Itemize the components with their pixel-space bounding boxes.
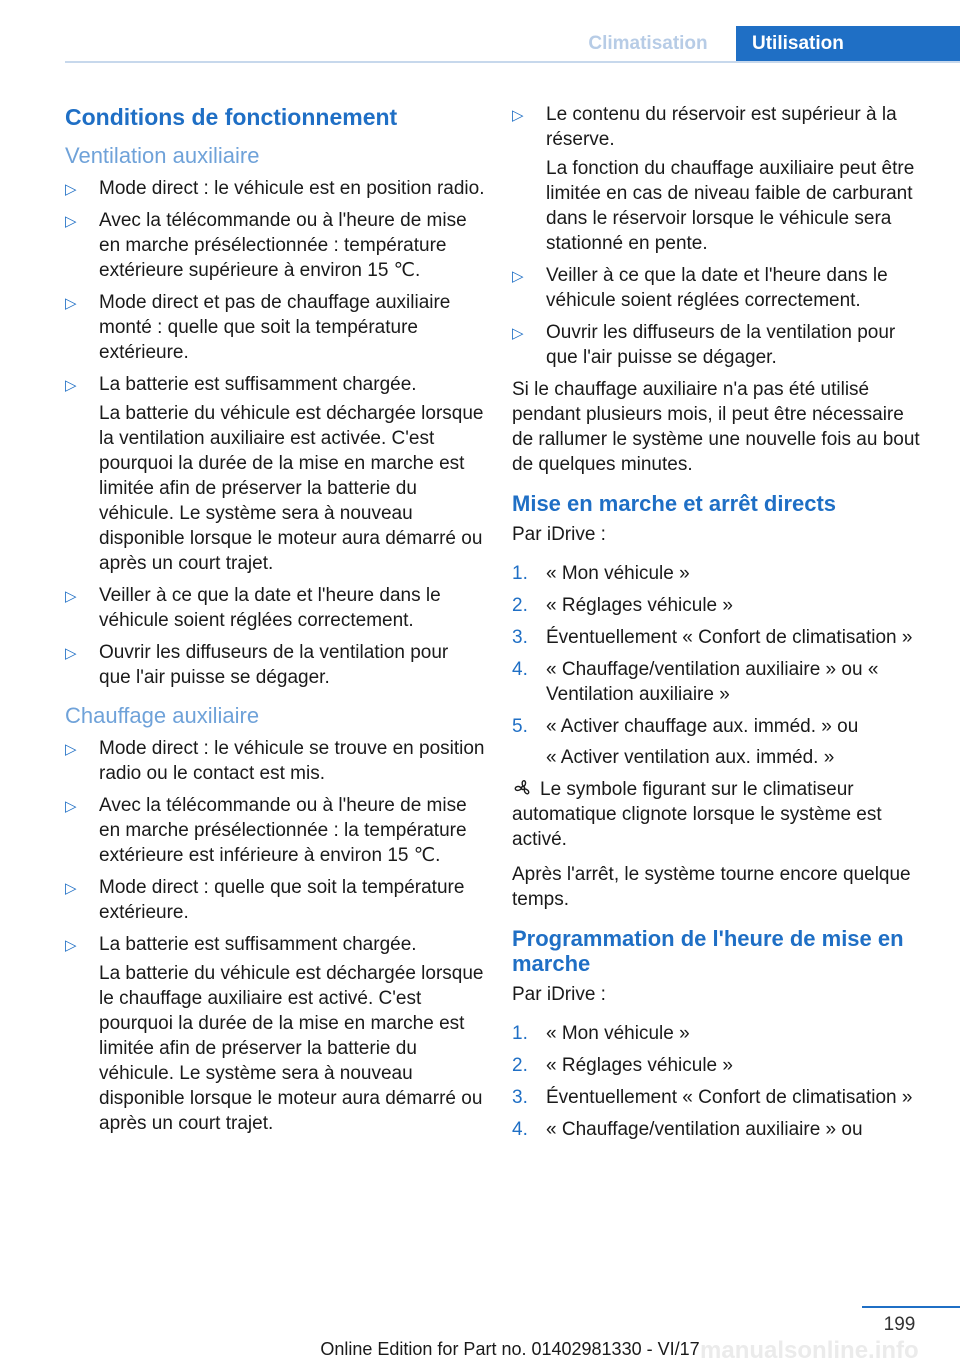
list-item: ▷ La batterie est suffisamment chargée. La batterie du véhicule est déchargée lorsque la ventilation auxiliaire est activée. C'est pourquoi la durée de la mise en marche est limitée afin de préserver la batterie du véhicule. Le système sera à nouveau disponible lorsque le moteur aura démarré ou après un court trajet. xyxy=(65,374,484,574)
step-item: 4. « Chauffage/ventilation auxiliaire » ou xyxy=(512,1119,863,1140)
triangle-bullet-icon: ▷ xyxy=(65,937,77,954)
triangle-bullet-icon: ▷ xyxy=(65,645,77,662)
triangle-bullet-icon: ▷ xyxy=(512,325,524,342)
header-rule xyxy=(65,61,960,63)
step-item: 2. « Réglages véhicule » xyxy=(512,595,733,616)
step-item: 2. « Réglages véhicule » xyxy=(512,1055,733,1076)
after-note: Après l'arrêt, le système tourne encore quelque temps. xyxy=(512,864,911,910)
step-item: 5. « Activer chauffage aux. imméd. » ou « Activer ventilation aux. imméd. » xyxy=(512,716,859,768)
heating-conditions-list xyxy=(65,736,485,1136)
watermark: manualsonline.info xyxy=(700,1337,919,1364)
page-number: 199 xyxy=(883,1314,916,1335)
battery-note: La batterie du véhicule est déchargée lorsque la ventilation auxiliaire est activée. C'est pourquoi la durée de la mise en marche est limitée afin de préserver la batterie du véhicule. Le système sera à nouveau disponible lorsque le moteur aura démarré ou après un court trajet. xyxy=(99,403,484,574)
triangle-bullet-icon: ▷ xyxy=(512,268,524,285)
triangle-bullet-icon: ▷ xyxy=(512,107,524,124)
idrive-intro: Par iDrive : xyxy=(512,524,606,545)
tank-note: La fonction du chauffage auxiliaire peut être limitée en cas de niveau faible de carburant dans le réservoir lorsque le véhicule sera stationné en pente. xyxy=(546,158,915,254)
section-tab-utilisation: Utilisation xyxy=(736,26,960,62)
programming-heading: Programmation de l'heure de mise en marche xyxy=(512,926,904,976)
direct-steps-list xyxy=(512,561,928,770)
list-item: ▷ Mode direct et pas de chauffage auxiliaire monté : quelle que soit la température extérieure. xyxy=(65,292,451,363)
list-item: ▷ Avec la télécommande ou à l'heure de mise en marche présélectionnée : la température extérieure est inférieure à environ 15 ℃. xyxy=(65,795,467,866)
programming-steps-list xyxy=(512,1021,928,1142)
heating-conditions-continued-list xyxy=(512,102,928,370)
list-item: ▷ Mode direct : le véhicule est en position radio. xyxy=(65,176,485,201)
list-item: ▷ Le contenu du réservoir est supérieur à la réserve. La fonction du chauffage auxiliaire peut être limitée en cas de niveau faible de carburant dans le réservoir lorsque le véhicule sera stationné en pente. xyxy=(512,102,928,256)
triangle-bullet-icon: ▷ xyxy=(65,181,77,198)
list-item: ▷ Ouvrir les diffuseurs de la ventilation pour que l'air puisse se dégager. xyxy=(512,322,896,368)
triangle-bullet-icon: ▷ xyxy=(65,588,77,605)
triangle-bullet-icon: ▷ xyxy=(65,295,77,312)
list-item: ▷ Avec la télécommande ou à l'heure de mise en marche présélectionnée : température extérieure supérieure à environ 15 ℃. xyxy=(65,210,467,281)
list-item: ▷ Ouvrir les diffuseurs de la ventilation pour que l'air puisse se dégager. xyxy=(65,642,449,688)
direct-start-heading: Mise en marche et arrêt directs xyxy=(512,491,837,516)
fan-icon xyxy=(512,778,534,798)
step-item: 1. « Mon véhicule » xyxy=(512,1023,690,1044)
list-item: ▷ Mode direct : le véhicule se trouve en position radio ou le contact est mis. xyxy=(65,738,485,784)
page-title: Conditions de fonctionnement xyxy=(65,104,398,130)
list-item: ▷ Mode direct : quelle que soit la température extérieure. xyxy=(65,877,465,923)
triangle-bullet-icon: ▷ xyxy=(65,798,77,815)
triangle-bullet-icon: ▷ xyxy=(65,377,77,394)
edition-note: Online Edition for Part no. 01402981330 - VI/17 xyxy=(320,1339,700,1359)
right-column xyxy=(512,102,928,1149)
ventilation-heading: Ventilation auxiliaire xyxy=(65,143,260,168)
list-item: ▷ Veiller à ce que la date et l'heure dans le véhicule soient réglées correctement. xyxy=(512,265,888,311)
heating-heading: Chauffage auxiliaire xyxy=(65,703,260,728)
triangle-bullet-icon: ▷ xyxy=(65,213,77,230)
step-item: 3. Éventuellement « Confort de climatisation » xyxy=(512,627,913,648)
idrive-intro: Par iDrive : xyxy=(512,984,606,1005)
step-item: 1. « Mon véhicule » xyxy=(512,563,690,584)
footer-rule xyxy=(862,1306,960,1308)
left-column xyxy=(65,102,485,1143)
section-tab-climatisation: Climatisation xyxy=(588,33,708,54)
ventilation-conditions-list xyxy=(65,176,485,690)
months-note: Si le chauffage auxiliaire n'a pas été utilisé pendant plusieurs mois, il peut être nécessaire de rallumer le système une nouvelle fois au bout de quelques minutes. xyxy=(512,379,920,475)
triangle-bullet-icon: ▷ xyxy=(65,880,77,897)
symbol-note: Le symbole figurant sur le climatiseur automatique clignote lorsque le système est activé. xyxy=(512,779,882,850)
triangle-bullet-icon: ▷ xyxy=(65,741,77,758)
list-item: ▷ La batterie est suffisamment chargée. La batterie du véhicule est déchargée lorsque le chauffage auxiliaire est activé. C'est pourquoi la durée de la mise en marche est limitée afin de préserver la batterie du véhicule. Le système sera à nouveau disponible lorsque le moteur aura démarré ou après un court trajet. xyxy=(65,934,484,1134)
list-item: ▷ Veiller à ce que la date et l'heure dans le véhicule soient réglées correctement. xyxy=(65,585,441,631)
step-item: 4. « Chauffage/ventilation auxiliaire » ou « Ventilation auxiliaire » xyxy=(512,659,879,705)
step-item: 3. Éventuellement « Confort de climatisation » xyxy=(512,1087,913,1108)
battery-note: La batterie du véhicule est déchargée lorsque le chauffage auxiliaire est activé. C'est pourquoi la durée de la mise en marche est limitée afin de préserver la batterie du véhicule. Le système sera à nouveau disponible lorsque le moteur aura démarré ou après un court trajet. xyxy=(99,963,484,1134)
